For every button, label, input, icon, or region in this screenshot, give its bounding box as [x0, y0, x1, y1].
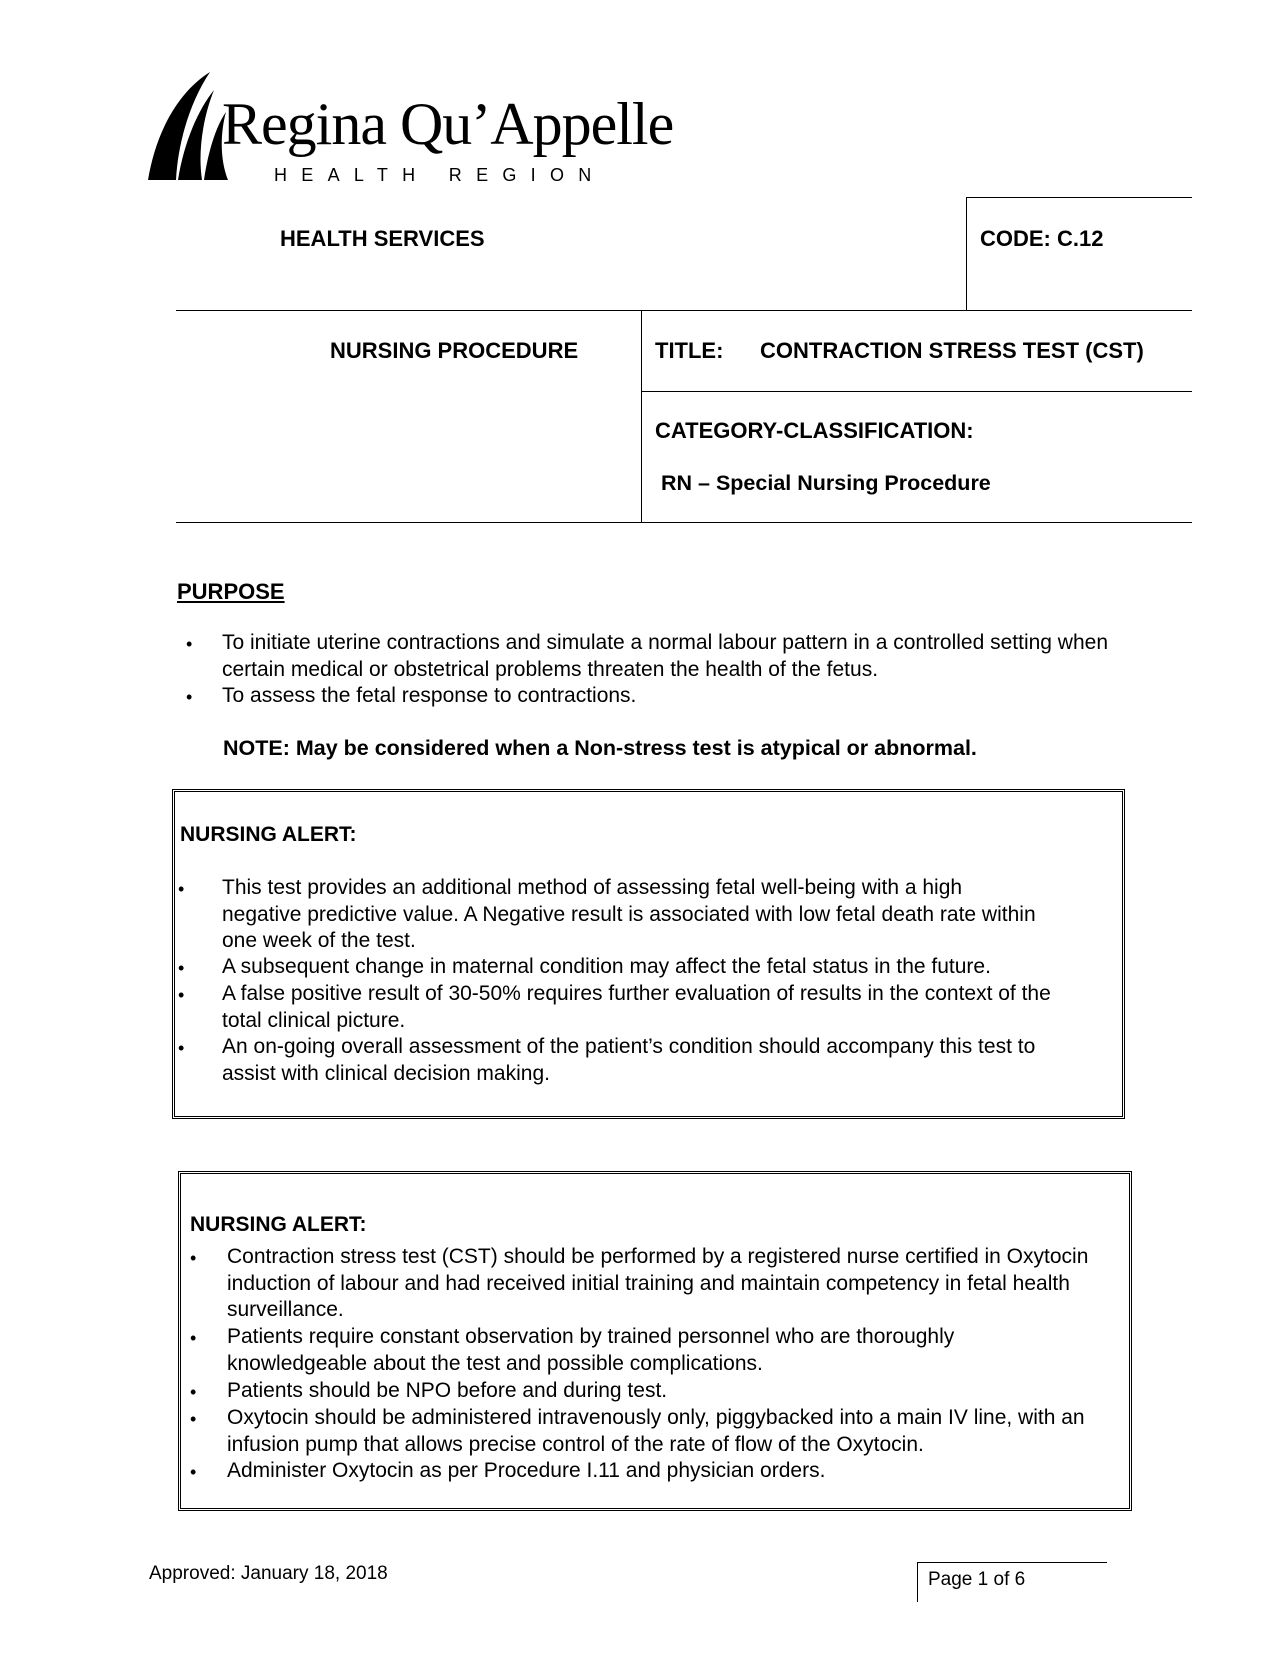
alert-item: This test provides an additional method of assessing fetal well-being with a high negative predictive value. A Negative result is associated with low fetal death rate within one week of the test.: [222, 876, 1036, 952]
page-box-rule: [917, 1562, 1107, 1563]
bullet: •: [190, 1409, 197, 1429]
purpose-note: NOTE: May be considered when a Non-stress test is atypical or abnormal.: [223, 736, 977, 760]
title-label: TITLE:: [655, 338, 724, 363]
nursing-alert-title: NURSING ALERT:: [180, 823, 357, 846]
alert-item: Contraction stress test (CST) should be performed by a registered nurse certified in Oxytocin induction of labour and had received initial training and maintain competency in fetal health surveillance.: [227, 1245, 1089, 1321]
bullet: •: [186, 634, 193, 654]
header-rule: [176, 522, 1192, 523]
nursing-alert-title: NURSING ALERT:: [190, 1213, 367, 1236]
purpose-item: To assess the fetal response to contractions.: [222, 684, 637, 707]
logo-name: Regina Qu’Appelle: [222, 91, 674, 157]
header-rule: [966, 197, 1192, 198]
category-value: RN – Special Nursing Procedure: [661, 471, 991, 495]
header-rule: [176, 310, 1192, 311]
bullet: •: [190, 1462, 197, 1482]
alert-item: Patients should be NPO before and during test.: [227, 1379, 668, 1402]
bullet: •: [178, 1038, 185, 1058]
page-box-rule: [917, 1562, 918, 1602]
bullet: •: [190, 1248, 197, 1268]
bullet: •: [186, 687, 193, 707]
policy-code: CODE: C.12: [980, 226, 1104, 251]
purpose-item: To initiate uterine contractions and simulate a normal labour pattern in a controlled setting when certain medical or obstetrical problems threaten the health of the fetus.: [222, 631, 1109, 681]
page-number: Page 1 of 6: [928, 1569, 1026, 1590]
procedure-type: NURSING PROCEDURE: [330, 338, 579, 363]
header-rule: [641, 391, 1192, 392]
alert-item: An on-going overall assessment of the patient’s condition should accompany this test to assist with clinical decision making.: [222, 1035, 1036, 1085]
alert-item: Oxytocin should be administered intravenously only, piggybacked into a main IV line, with an infusion pump that allows precise control of the rate of flow of the Oxytocin.: [227, 1406, 1085, 1456]
bullet: •: [178, 958, 185, 978]
alert-item: Patients require constant observation by trained personnel who are thoroughly knowledgeable about the test and possible complications.: [227, 1325, 955, 1375]
approved-date: Approved: January 18, 2018: [149, 1563, 388, 1584]
category-label: CATEGORY-CLASSIFICATION:: [655, 418, 974, 443]
alert-item: Administer Oxytocin as per Procedure I.11 and physician orders.: [227, 1459, 826, 1482]
alert-item: A subsequent change in maternal condition may affect the fetal status in the future.: [222, 955, 991, 978]
bullet: •: [178, 985, 185, 1005]
alert-item: A false positive result of 30-50% requires further evaluation of results in the context of the total clinical picture.: [222, 982, 1051, 1032]
header-rule: [966, 197, 967, 310]
logo-subtitle: HEALTH REGION: [274, 165, 606, 185]
bullet: •: [178, 879, 185, 899]
bullet: •: [190, 1328, 197, 1348]
bullet: •: [190, 1382, 197, 1402]
department-label: HEALTH SERVICES: [280, 226, 485, 251]
purpose-heading: PURPOSE: [177, 579, 285, 604]
document-title: CONTRACTION STRESS TEST (CST): [760, 338, 1144, 363]
header-rule: [641, 310, 642, 522]
